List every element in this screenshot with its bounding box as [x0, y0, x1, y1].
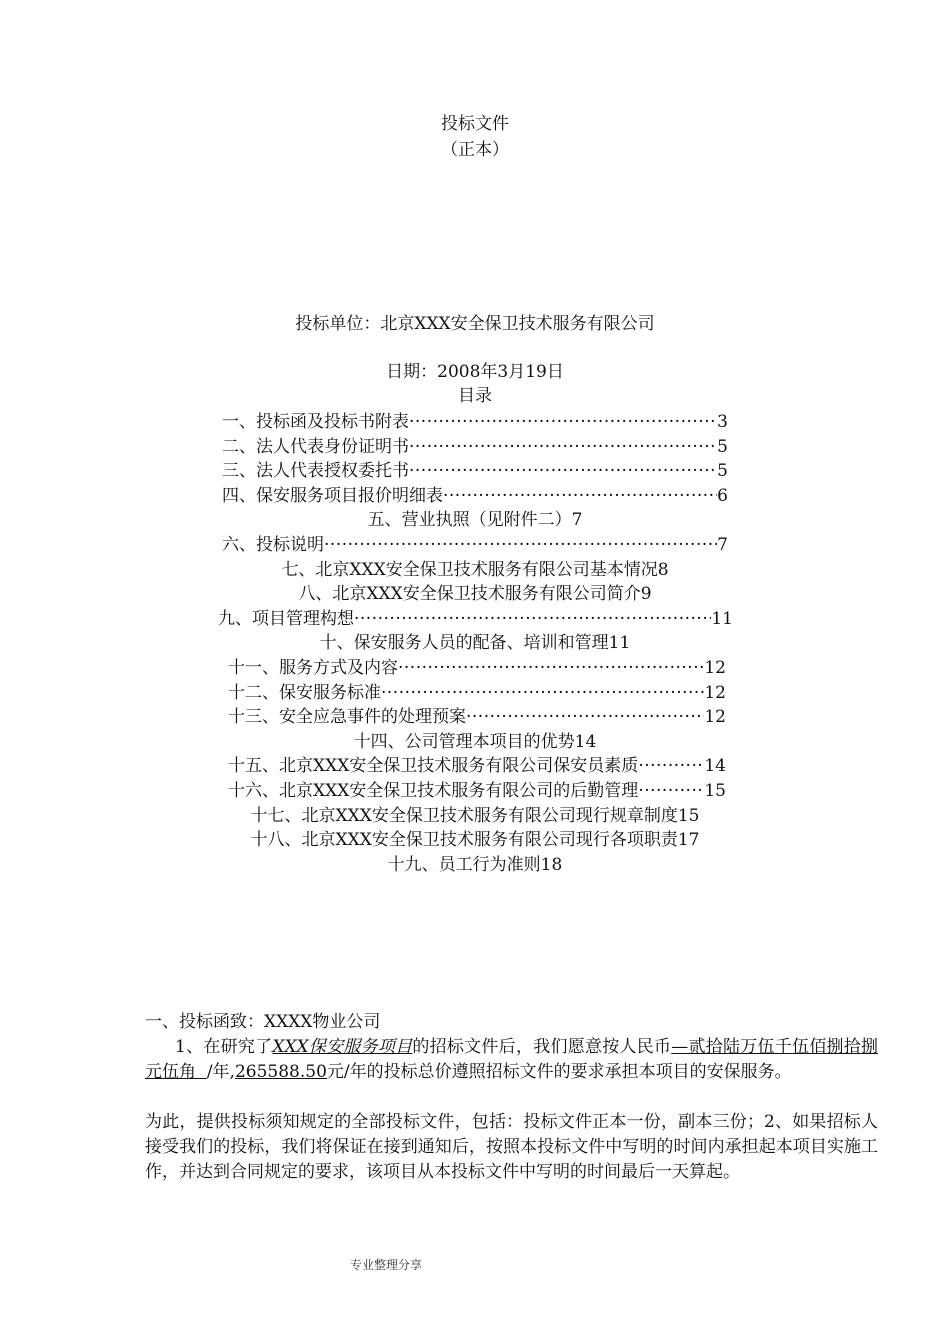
toc-item: [228, 681, 726, 705]
bidder-line: 投标单位：北京XXX安全保卫技术服务有限公司: [295, 314, 655, 334]
toc-item-label: 十六、北京XXX安全保卫技术服务有限公司的后勤管理: [228, 781, 639, 801]
toc-leader-dots: [409, 459, 717, 483]
toc-item-label: 十、保安服务人员的配备、培训和管理11: [319, 633, 631, 654]
toc-item: [228, 656, 726, 680]
toc-heading: 目录: [458, 386, 492, 406]
toc-item-page: 12: [704, 682, 726, 703]
toc-leader-dots: [398, 656, 704, 680]
toc-item: [222, 533, 728, 557]
toc-item: [222, 435, 728, 459]
toc-item: [222, 459, 728, 483]
p1-mid: 的招标文件后，我们愿意按人民币: [412, 1037, 672, 1057]
toc-item-label: 十七、北京XXX安全保卫技术服务有限公司现行规章制度15: [250, 805, 700, 826]
toc-leader-dots: [354, 607, 711, 631]
toc-leader-dots: [324, 533, 717, 557]
toc-item: [218, 607, 733, 631]
toc-item: [0, 631, 950, 655]
toc-leader-dots: [443, 484, 717, 508]
toc-item-page: 3: [717, 412, 728, 432]
toc-item-page: 12: [704, 707, 726, 728]
toc-item-label: 五、营业执照（见附件二）7: [367, 510, 583, 531]
toc-item-label: 一、投标函及投标书附表: [222, 412, 409, 432]
toc-leader-dots: [638, 754, 704, 778]
letter-heading: 一、投标函致：XXXX物业公司: [145, 1012, 381, 1032]
p1-prefix: 1、在研究了: [175, 1037, 273, 1057]
letter-paragraph-1: [145, 1035, 878, 1085]
toc-item-label: 九、项目管理构想: [218, 608, 354, 629]
toc-leader-dots: [638, 779, 704, 803]
toc-item-label: 二、法人代表身份证明书: [222, 436, 409, 457]
toc-item-label: 十二、保安服务标准: [228, 682, 381, 703]
toc-item-page: 15: [704, 781, 726, 801]
toc-leader-dots: [409, 410, 717, 434]
toc-item-label: 十一、服务方式及内容: [228, 658, 398, 678]
amount-number: 265588.50: [234, 1062, 327, 1082]
toc-item: [0, 853, 950, 877]
toc-item-label: 四、保安服务项目报价明细表: [222, 485, 443, 506]
toc-item-label: 十三、安全应急事件的处理预案: [228, 707, 466, 728]
toc-item: [0, 558, 950, 582]
toc-item-label: 七、北京XXX安全保卫技术服务有限公司基本情况8: [281, 559, 669, 580]
toc-item-page: 5: [717, 461, 728, 482]
date-line: 日期：2008年3月19日: [386, 362, 564, 382]
toc-leader-dots: [409, 435, 717, 459]
toc-item: [222, 484, 728, 508]
document-subtitle: （正本）: [441, 140, 509, 160]
toc-item: [0, 730, 950, 754]
toc-item: [228, 705, 726, 729]
project-name: XXX保安服务项目: [272, 1037, 413, 1057]
toc-item-page: 12: [704, 658, 726, 678]
toc-item: [222, 410, 728, 434]
toc-leader-dots: [466, 705, 704, 729]
toc-item: [0, 582, 950, 606]
toc-item-label: 十四、公司管理本项目的优势14: [353, 731, 597, 752]
footer-note: 专业整理分享: [350, 1258, 423, 1272]
toc-item: [0, 828, 950, 852]
toc-item-page: 5: [717, 436, 728, 457]
amount-unit: /年,: [206, 1062, 235, 1082]
p1-suffix: 元/年的投标总价遵照招标文件的要求承担本项目的安保服务。: [326, 1062, 792, 1082]
toc-item: [0, 508, 950, 532]
toc-item-page: 11: [711, 608, 733, 629]
toc-item-page: 7: [717, 535, 728, 555]
toc-item-label: 八、北京XXX安全保卫技术服务有限公司简介9: [298, 584, 652, 605]
toc-item-page: 6: [717, 485, 728, 506]
toc-item-page: 14: [704, 756, 726, 777]
toc-item: [228, 754, 726, 778]
document-title: 投标文件: [441, 114, 509, 134]
toc-item-label: 六、投标说明: [222, 535, 324, 555]
letter-paragraph-2: 为此，提供投标须知规定的全部投标文件，包括：投标文件正本一份，副本三份；2、如果招标人接受我们的投标，我们将保证在接到通知后，按照本投标文件中写明的时间内承担起本项目实施工作，并达到合同规定的要求，该项目从本投标文件中写明的时间最后一天算起。: [145, 1112, 878, 1182]
amount-in-words: —贰拾陆万伍千伍佰捌拾捌元伍角: [145, 1037, 878, 1082]
toc-item-label: 十八、北京XXX安全保卫技术服务有限公司现行各项职责17: [250, 830, 700, 851]
toc-item-label: 十五、北京XXX安全保卫技术服务有限公司保安员素质: [228, 756, 639, 777]
toc-item-label: 三、法人代表授权委托书: [222, 461, 409, 482]
toc-item: [0, 804, 950, 828]
toc-item-label: 十九、员工行为准则18: [387, 854, 563, 875]
toc-item: [228, 779, 726, 803]
toc-leader-dots: [381, 681, 704, 705]
